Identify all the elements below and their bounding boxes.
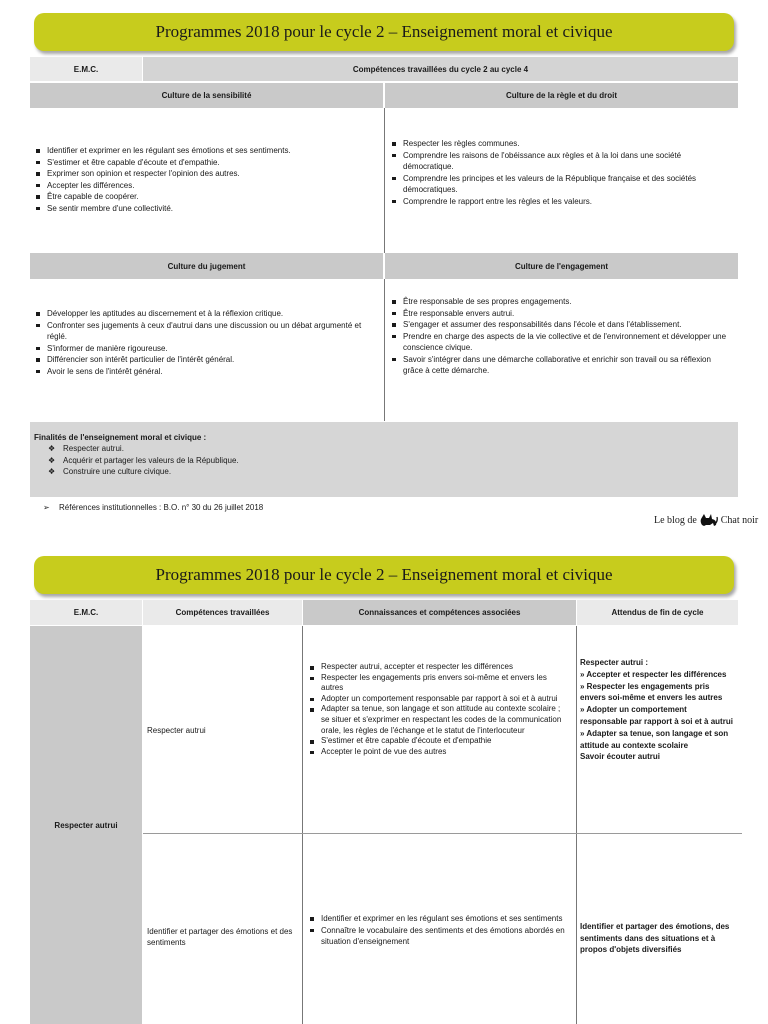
reference-arrow-icon: ➢ [43,503,50,512]
column-divider [302,626,303,1024]
row2-attendus [580,921,735,956]
col-header-label: Connaissances et compétences associées [358,608,521,617]
section-header-regle-droit [385,83,738,108]
list-item: Comprendre les raisons de l'obéissance aux règles et à la loi dans une société démocratique. [390,150,730,173]
list-item: Respecter les engagements pris envers soi-même et envers les autres [308,673,570,694]
list-item: Différencier son intérêt particulier de l'intérêt général. [34,354,379,366]
list-item: ❖ Acquérir et partager les valeurs de la République. [34,455,239,467]
col-header-emc [30,600,142,625]
header-competences-label: Compétences travaillées du cycle 2 au cycle 4 [352,64,529,74]
col-header-competences [143,600,302,625]
row-label: Respecter autrui [54,820,118,830]
list-engagement [390,296,732,377]
row-divider [143,833,742,834]
row1-attendus [580,657,735,763]
list-item: ❖ Respecter autrui. [34,443,239,455]
list-item: S'informer de manière rigoureuse. [34,343,379,355]
attendu-line: » Respecter les engagements pris envers soi-même et envers les autres [580,681,723,703]
list-item: Accepter le point de vue des autres [308,747,570,758]
list-jugement [34,308,379,377]
row-label-cell [30,626,142,1024]
section-title: Culture de la règle et du droit [505,91,618,100]
list-item: S'estimer et être capable d'écoute et d'empathie. [34,157,379,169]
list-item: Être responsable envers autrui. [390,308,732,320]
column-divider [576,626,577,1024]
reference-text: Références institutionnelles : B.O. n° 30 du 26 juillet 2018 [59,503,264,512]
black-cat-icon [700,513,718,527]
blog-text-right: Chat noir [720,514,759,526]
page2-title-banner [34,556,734,594]
row1-competence: Respecter autrui [147,726,206,735]
list-item: Être capable de coopérer. [34,191,379,203]
header-emc-label: E.M.C. [73,64,99,74]
page1-header-emc [30,57,142,81]
list-item: Connaître le vocabulaire des sentiments et des émotions abordés en situation d'enseignement [308,925,570,948]
finalites-title: Finalités de l'enseignement moral et civique : [34,433,207,442]
blog-signature [654,513,758,527]
list-item: Comprendre les principes et les valeurs de la République française et des sociétés démocratiques. [390,173,730,196]
list-item: Accepter les différences. [34,180,379,192]
page2-title: Programmes 2018 pour le cycle 2 – Enseignement moral et civique [155,565,613,584]
list-item: Respecter les règles communes. [390,138,730,150]
attendu-line: Respecter autrui : [580,658,649,667]
list-item: ❖ Construire une culture civique. [34,466,239,478]
list-item: Développer les aptitudes au discernement et à la réflexion critique. [34,308,379,320]
list-item: Prendre en charge des aspects de la vie collective et de l'environnement et développer une conscience civique. [390,331,732,354]
list-item: S'estimer et être capable d'écoute et d'empathie [308,736,570,747]
list-item: Identifier et exprimer en les régulant ses émotions et ses sentiments [308,913,570,925]
attendu-line: Savoir écouter autrui [580,752,661,762]
finalites-box [30,422,738,497]
row1-connaissances [308,662,570,757]
list-item: Adopter un comportement responsable par rapport à soi et à autrui [308,694,570,705]
row2-connaissances [308,913,570,948]
col-header-label: Attendus de fin de cycle [611,608,704,617]
page1-title-banner [34,13,734,51]
list-item: Confronter ses jugements à ceux d'autrui dans une discussion ou un débat argumenté et réglé. [34,320,379,343]
page1-header-competences [143,57,738,81]
section-header-jugement [30,253,383,279]
column-divider [384,108,385,253]
list-item: Adapter sa tenue, son langage et son attitude au contexte scolaire ; se situer et s'exprimer en respectant les codes de la communication orale, les règles de l'échange et le statut de l'interlocuteur [308,704,570,736]
finalites-list [34,443,239,478]
page1-title: Programmes 2018 pour le cycle 2 – Enseignement moral et civique [155,22,613,41]
blog-text-left: Le blog de [654,514,697,526]
col-header-attendus [577,600,738,625]
section-title: Culture de la sensibilité [161,91,252,100]
list-item: S'engager et assumer des responsabilités dans l'école et dans l'établissement. [390,319,732,331]
list-item: Se sentir membre d'une collectivité. [34,203,379,215]
list-regle-droit [390,138,730,207]
section-header-engagement [385,253,738,279]
section-title: Culture du jugement [167,261,246,271]
list-item: Exprimer son opinion et respecter l'opinion des autres. [34,168,379,180]
attendu-line: » Adopter un comportement responsable par rapport à soi et à autrui [580,705,733,726]
attendu-line: » Accepter et respecter les différences [580,669,727,679]
list-item: Respecter autrui, accepter et respecter les différences [308,662,570,673]
list-sensibilite [34,145,379,214]
section-title: Culture de l'engagement [514,261,609,271]
list-item: Avoir le sens de l'intérêt général. [34,366,379,378]
list-item: Être responsable de ses propres engagements. [390,296,732,308]
section-header-sensibilite [30,83,383,108]
row2-competence: Identifier et partager des émotions et des sentiments [147,927,293,947]
list-item: Comprendre le rapport entre les règles et les valeurs. [390,196,730,208]
column-divider [384,279,385,421]
col-header-label: E.M.C. [73,608,99,617]
attendu-line: » Adapter sa tenue, son langage et son attitude au contexte scolaire [580,728,729,750]
attendu-line: Identifier et partager des émotions, des sentiments dans des situations et à propos d'objets diversifiés [580,922,730,954]
col-header-label: Compétences travaillées [175,608,270,617]
list-item: Identifier et exprimer en les régulant ses émotions et ses sentiments. [34,145,379,157]
list-item: Savoir s'intégrer dans une démarche collaborative et enrichir son travail ou sa réflexion grâce à cette démarche. [390,354,732,377]
col-header-connaissances [303,600,576,625]
